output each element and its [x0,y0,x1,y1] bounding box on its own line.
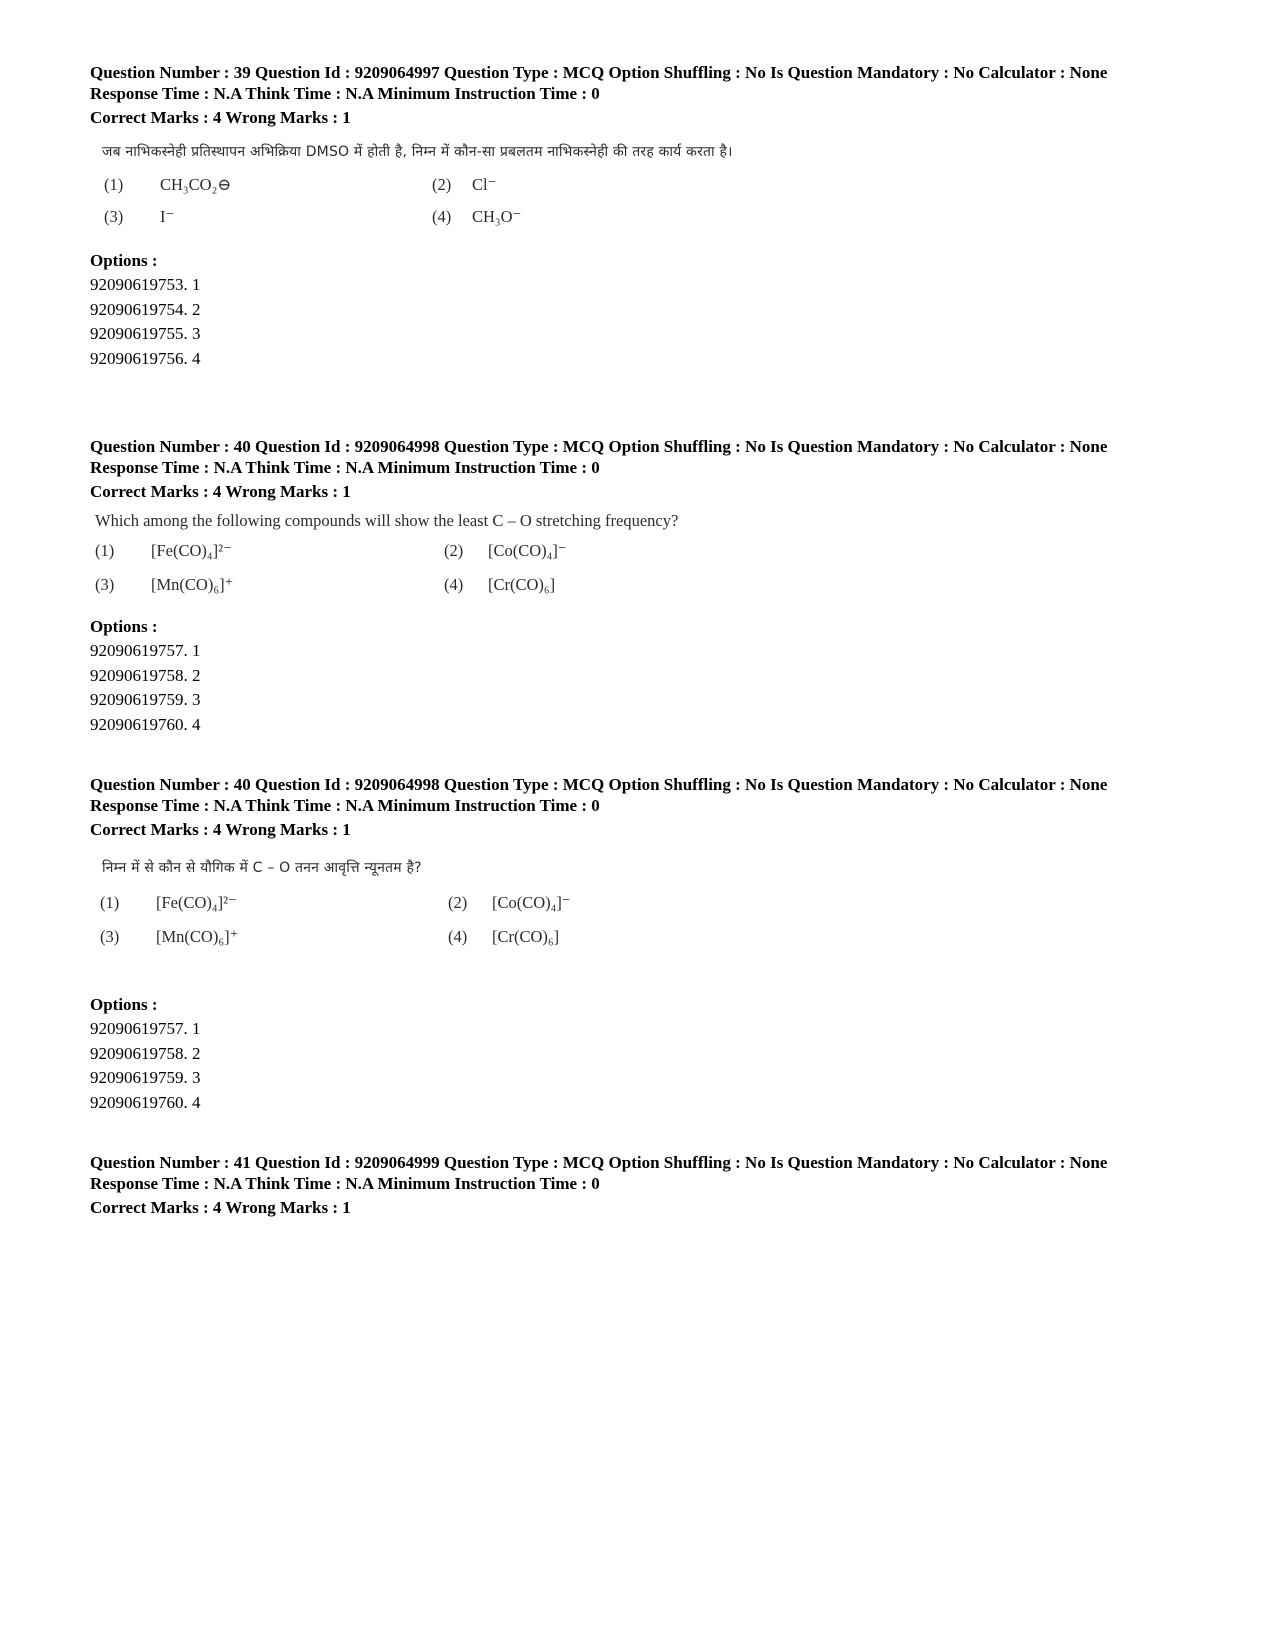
question-meta-line2: Response Time : N.A Think Time : N.A Minimum Instruction Time : 0 [90,84,600,103]
options-header: Options : [90,617,158,636]
option-id: 92090619754. 2 [90,299,201,319]
question-meta-line2: Response Time : N.A Think Time : N.A Minimum Instruction Time : 0 [90,458,600,477]
choice-2: (2) [Co(CO)₄]⁻ [444,541,567,560]
choice-3: (3) [Mn(CO)₆]⁺ [95,575,234,594]
option-id: 92090619759. 3 [90,1068,201,1087]
option-id: 92090619760. 4 [90,1092,201,1112]
question-text: निम्न में से कौन से यौगिक में C – O तनन आवृत्ति न्यूनतम है? [102,860,422,876]
question-choices [90,171,1210,241]
option-id: 92090619759. 3 [90,690,201,709]
question-meta-line1: Question Number : 40 Question Id : 9209064998 Question Type : MCQ Option Shuffling : No Is Question Mandatory : No Calculator : None [90,437,1108,456]
choice-3: (3) [Mn(CO)₆]⁺ [100,927,239,946]
choice-1: (1) [Fe(CO)₄]²⁻ [95,541,232,560]
choice-4: (4) [Cr(CO)₆] [444,575,556,594]
option-id: 92090619753. 1 [90,275,201,294]
option-id: 92090619757. 1 [90,641,201,660]
option-id: 92090619756. 4 [90,348,201,368]
options-header: Options : [90,995,158,1014]
option-id: 92090619758. 2 [90,1043,201,1063]
question-block-41 [90,1152,1210,1218]
question-choices [90,537,1210,607]
choice-4: (4) CH₃O⁻ [432,207,522,226]
question-meta-line1: Question Number : 40 Question Id : 9209064998 Question Type : MCQ Option Shuffling : No Is Question Mandatory : No Calculator : None [90,775,1108,794]
question-marks: Correct Marks : 4 Wrong Marks : 1 [90,820,351,839]
choice-4: (4) [Cr(CO)₆] [448,927,560,946]
question-marks: Correct Marks : 4 Wrong Marks : 1 [90,482,351,501]
question-block-40-en [90,436,1210,737]
choice-1: (1) [Fe(CO)₄]²⁻ [100,893,237,912]
question-block-39 [90,62,1210,371]
question-marks: Correct Marks : 4 Wrong Marks : 1 [90,108,351,127]
question-meta-line2: Response Time : N.A Think Time : N.A Minimum Instruction Time : 0 [90,796,600,815]
question-image [90,142,1210,241]
question-choices [90,889,1210,959]
question-meta-line1: Question Number : 39 Question Id : 9209064997 Question Type : MCQ Option Shuffling : No Is Question Mandatory : No Calculator : None [90,63,1108,82]
option-id: 92090619758. 2 [90,665,201,685]
question-image [90,510,1210,607]
question-block-40-hi [90,774,1210,1115]
question-meta-line2: Response Time : N.A Think Time : N.A Minimum Instruction Time : 0 [90,1174,600,1193]
question-image [90,858,1210,959]
choice-2: (2) Cl⁻ [432,175,497,194]
options-header: Options : [90,251,158,270]
choice-2: (2) [Co(CO)₄]⁻ [448,893,571,912]
option-id: 92090619760. 4 [90,714,201,734]
question-meta-line1: Question Number : 41 Question Id : 9209064999 Question Type : MCQ Option Shuffling : No Is Question Mandatory : No Calculator : None [90,1153,1108,1172]
option-id: 92090619757. 1 [90,1019,201,1038]
option-id: 92090619755. 3 [90,324,201,343]
question-text: जब नाभिकस्नेही प्रतिस्थापन अभिक्रिया DMSO में होती है, निम्न में कौन-सा प्रबलतम नाभिकस्नेही की तरह कार्य करता है। [102,144,733,160]
choice-3: (3) I⁻ [104,207,175,226]
choice-1: (1) CH₃CO₂⊖ [104,175,232,194]
question-text: Which among the following compounds will show the least C – O stretching frequency? [95,511,679,530]
question-marks: Correct Marks : 4 Wrong Marks : 1 [90,1198,351,1217]
